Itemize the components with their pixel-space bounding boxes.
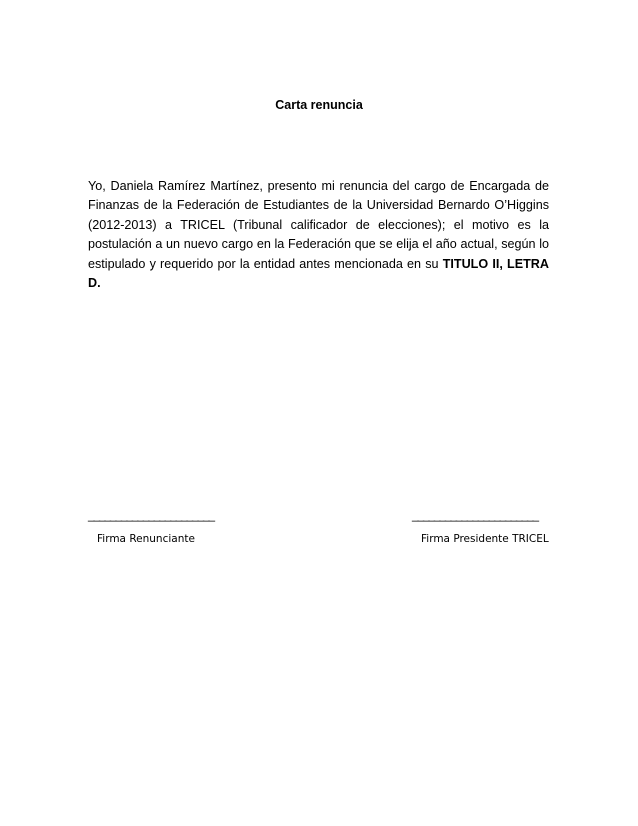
paragraph-text: Yo, Daniela Ramírez Martínez, presento mi renuncia del cargo de Encargada de Finanzas de la Federación de Estudiantes de la Universidad Bernardo O’Higgins (2012-2013) a TRICEL (Tribunal calificador de elecciones); el motivo es la postulación a un nuevo cargo en la Federación que se elija el año actual, según lo estipulado y requerido por la entidad antes mencionada en su	[88, 179, 549, 271]
paragraph-bold-reference: TITULO II, LETRA D.	[88, 256, 549, 291]
resignation-paragraph	[88, 177, 549, 293]
signature-label-resigner: Firma Renunciante	[97, 533, 195, 545]
document-title: Carta renuncia	[275, 98, 363, 112]
signature-label-president: Firma Presidente TRICEL	[421, 533, 549, 545]
signature-line-president: _______________________	[412, 508, 538, 522]
signature-line-resigner: _______________________	[88, 508, 214, 522]
